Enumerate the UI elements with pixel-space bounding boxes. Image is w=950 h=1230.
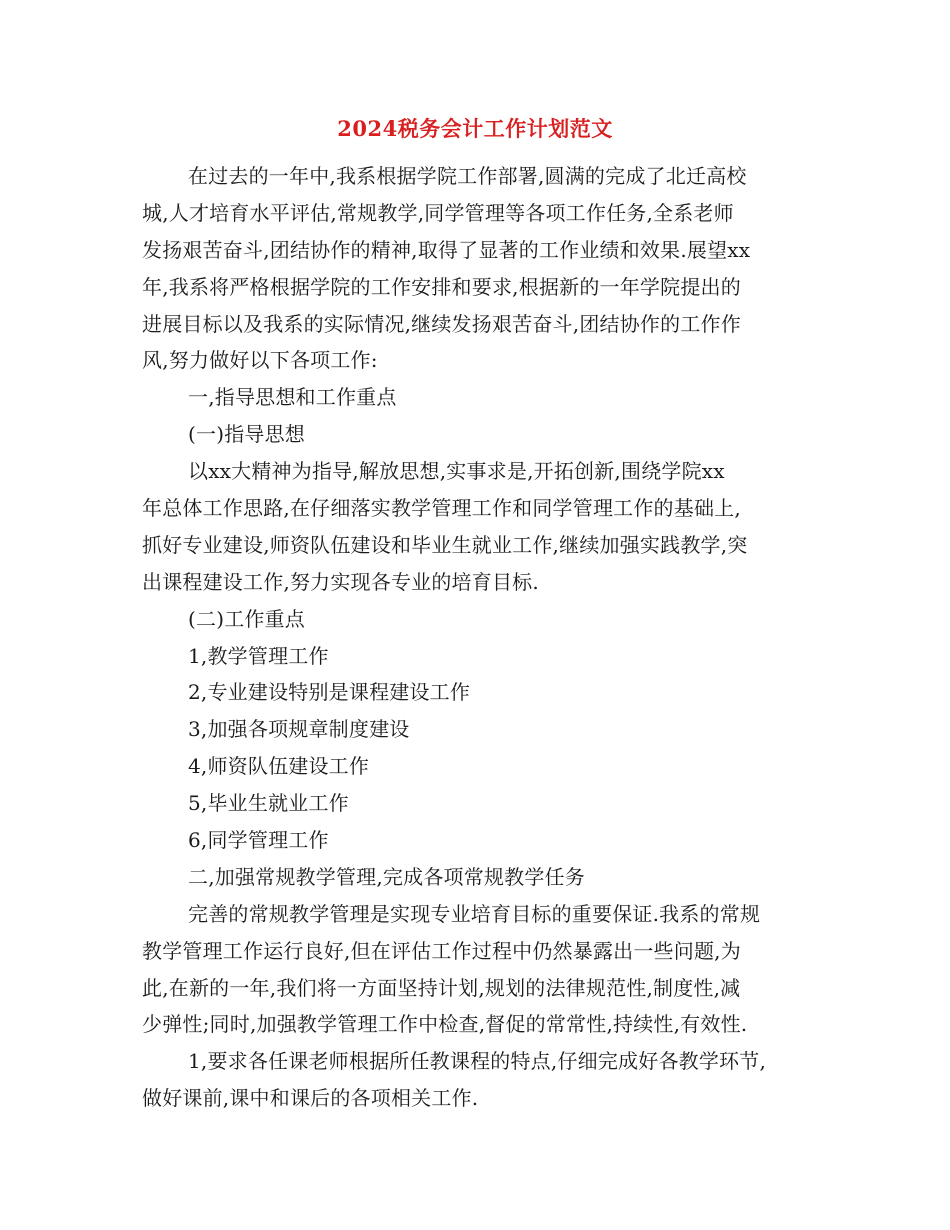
paragraph-line: 教学管理工作运行良好,但在评估工作过程中仍然暴露出一些问题,为 — [142, 938, 741, 963]
paragraph-line: 做好课前,课中和课后的各项相关工作. — [142, 1086, 479, 1111]
paragraph-line: 发扬艰苦奋斗,团结协作的精神,取得了显著的工作业绩和效果.展望xx — [142, 237, 751, 262]
document-title: 2024税务会计工作计划范文 — [337, 116, 613, 141]
paragraph-line: 此,在新的一年,我们将一方面坚持计划,规划的法律规范性,制度性,减 — [142, 975, 741, 1000]
list-item: 5,毕业生就业工作 — [188, 791, 349, 816]
paragraph-line: 完善的常规教学管理是实现专业培育目标的重要保证.我系的常规 — [188, 901, 761, 926]
document-body — [142, 158, 814, 1117]
list-item: 2,专业建设特别是课程建设工作 — [188, 680, 471, 705]
paragraph-line: 年,我系将严格根据学院的工作安排和要求,根据新的一年学院提出的 — [142, 274, 741, 299]
section-heading: 二,加强常规教学管理,完成各项常规教学任务 — [188, 864, 585, 889]
paragraph-line: 少弹性;同时,加强教学管理工作中检查,督促的常常性,持续性,有效性. — [142, 1012, 748, 1037]
paragraph-line: 1,要求各任课老师根据所任教课程的特点,仔细完成好各教学环节, — [188, 1049, 766, 1074]
paragraph-line: 出课程建设工作,努力实现各专业的培育目标. — [142, 569, 539, 594]
subsection-heading: (二)工作重点 — [188, 606, 306, 631]
paragraph-line: 城,人才培育水平评估,常规教学,同学管理等各项工作任务,全系老师 — [142, 200, 734, 225]
list-item: 3,加强各项规章制度建设 — [188, 717, 410, 742]
paragraph-line: 在过去的一年中,我系根据学院工作部署,圆满的完成了北迁高校 — [188, 164, 747, 188]
list-item: 6,同学管理工作 — [188, 828, 329, 853]
paragraph-line: 风,努力做好以下各项工作: — [142, 348, 378, 373]
subsection-heading: (一)指导思想 — [188, 422, 306, 447]
paragraph-line: 抓好专业建设,师资队伍建设和毕业生就业工作,继续加强实践教学,突 — [142, 532, 748, 557]
paragraph-line: 年总体工作思路,在仔细落实教学管理工作和同学管理工作的基础上, — [142, 496, 741, 521]
paragraph-line: 进展目标以及我系的实际情况,继续发扬艰苦奋斗,团结协作的工作作 — [142, 311, 741, 336]
list-item: 4,师资队伍建设工作 — [188, 754, 370, 779]
list-item: 1,教学管理工作 — [188, 643, 329, 668]
paragraph-line: 以xx大精神为指导,解放思想,实事求是,开拓创新,围绕学院xx — [188, 459, 725, 484]
section-heading: 一,指导思想和工作重点 — [188, 385, 397, 410]
